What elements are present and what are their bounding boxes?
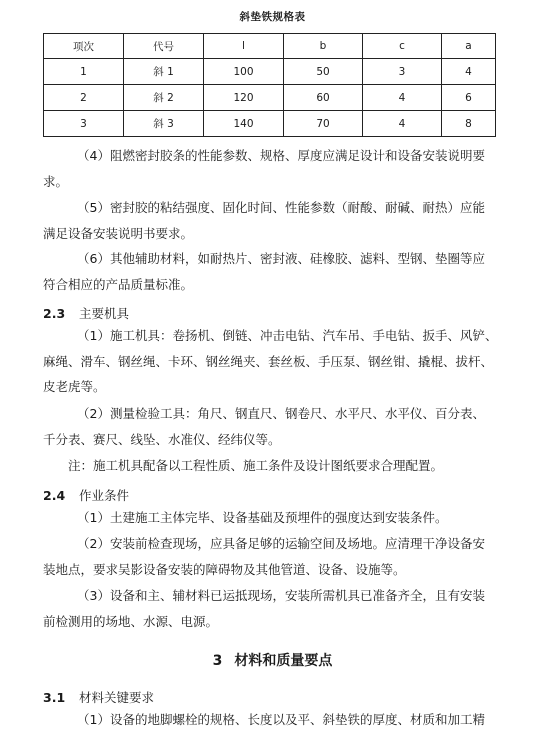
section-title: 作业条件: [79, 488, 130, 503]
table-cell: 3: [363, 59, 442, 85]
paragraph-item-6-line2: 符合相应的产品质量标准。: [43, 277, 194, 292]
paragraph-condition-2-line1: （2）安装前检查现场，应具备足够的运输空间及场地。应清理干净设备安: [77, 536, 485, 551]
paragraph-material-line1: （1）设备的地脚螺栓的规格、长度以及平、斜垫铁的厚度、材质和加工精: [77, 712, 485, 727]
table-header-row: [44, 34, 496, 59]
table-header-cell: 项次: [44, 34, 124, 59]
table-cell: 140: [204, 111, 284, 137]
table-cell: 6: [442, 85, 496, 111]
table-header-cell: l: [204, 34, 284, 59]
table-header-cell: 代号: [124, 34, 204, 59]
paragraph-condition-3-line1: （3）设备和主、辅材料已运抵现场，安装所需机具已准备齐全，且有安装: [77, 588, 485, 603]
section-title: 主要机具: [79, 306, 130, 321]
paragraph-measure-line1: （2）测量检验工具：角尺、钢直尺、钢卷尺、水平尺、水平仪、百分表、: [77, 406, 485, 421]
section-heading-3-1: [43, 688, 154, 706]
paragraph-item-5-line2: 满足设备安装说明书要求。: [43, 226, 194, 241]
chapter-title: 材料和质量要点: [234, 653, 333, 669]
section-number: 2.4: [43, 488, 66, 503]
chapter-heading-3: [0, 650, 545, 670]
table-cell: 斜 3: [124, 111, 204, 137]
table-cell: 3: [44, 111, 124, 137]
table-cell: 斜 1: [124, 59, 204, 85]
spec-table: [43, 33, 496, 137]
paragraph-measure-line2: 千分表、赛尺、线坠、水准仪、经纬仪等。: [43, 432, 281, 447]
table-cell: 60: [284, 85, 363, 111]
table-cell: 100: [204, 59, 284, 85]
paragraph-tools-line2: 麻绳、滑车、钢丝绳、卡环、钢丝绳夹、套丝板、手压泵、钢丝钳、撬棍、拔杆、: [43, 354, 494, 369]
table-cell: 4: [363, 85, 442, 111]
table-cell: 4: [442, 59, 496, 85]
paragraph-tools-line1: （1）施工机具：卷扬机、倒链、冲击电钻、汽车吊、手电钻、扳手、风铲、: [77, 328, 498, 343]
table-cell: 70: [284, 111, 363, 137]
table-cell: 2: [44, 85, 124, 111]
table-cell: 120: [204, 85, 284, 111]
paragraph-item-5-line1: （5）密封胶的粘结强度、固化时间、性能参数（耐酸、耐碱、耐热）应能: [77, 200, 485, 215]
paragraph-item-4-line1: （4）阻燃密封胶条的性能参数、规格、厚度应满足设计和设备安装说明要: [77, 148, 485, 163]
section-heading-2-4: [43, 486, 129, 504]
table-cell: 斜 2: [124, 85, 204, 111]
chapter-number: 3: [212, 653, 223, 669]
section-number: 3.1: [43, 690, 66, 705]
table-header-cell: a: [442, 34, 496, 59]
section-title: 材料关键要求: [79, 690, 155, 705]
paragraph-condition-2-line2: 装地点，要求吴影设备安装的障碍物及其他管道、设备、设施等。: [43, 562, 406, 577]
table-row: [44, 85, 496, 111]
table-header-cell: c: [363, 34, 442, 59]
table-header-cell: b: [284, 34, 363, 59]
section-number: 2.3: [43, 306, 66, 321]
paragraph-tools-line3: 皮老虎等。: [43, 379, 106, 394]
section-heading-2-3: [43, 304, 129, 322]
table-title: 斜垫铁规格表: [239, 11, 306, 23]
paragraph-item-6-line1: （6）其他辅助材料，如耐热片、密封液、硅橡胶、滤料、型钢、垫圈等应: [77, 251, 485, 266]
table-row: [44, 59, 496, 85]
table-cell: 50: [284, 59, 363, 85]
paragraph-condition-1: （1）土建施工主体完毕、设备基础及预埋件的强度达到安装条件。: [77, 510, 448, 525]
paragraph-condition-3-line2: 前检测用的场地、水源、电源。: [43, 614, 219, 629]
table-row: [44, 111, 496, 137]
paragraph-item-4-line2: 求。: [43, 174, 69, 189]
table-cell: 8: [442, 111, 496, 137]
paragraph-note: 注：施工机具配备以工程性质、施工条件及设计图纸要求合理配置。: [68, 458, 444, 473]
table-cell: 1: [44, 59, 124, 85]
table-cell: 4: [363, 111, 442, 137]
